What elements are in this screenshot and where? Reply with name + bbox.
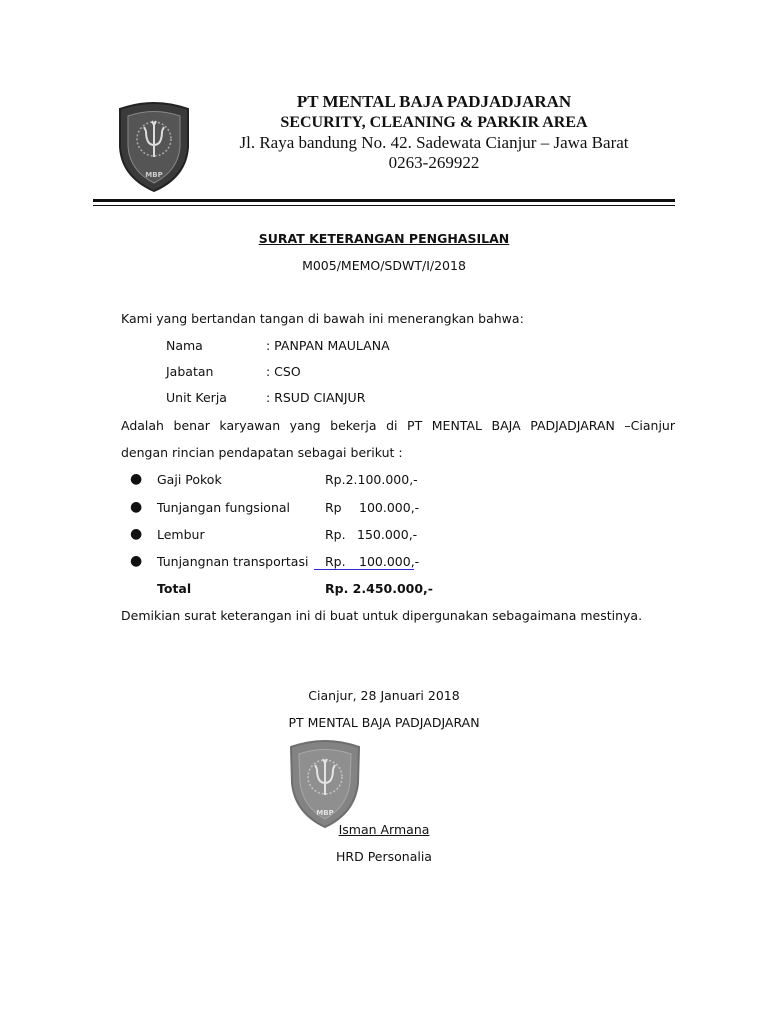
income-label-gaji-pokok: Gaji Pokok (157, 472, 222, 487)
company-phone: 0263-269922 (388, 153, 480, 172)
signature-place-date: Cianjur, 28 Januari 2018 (308, 688, 460, 703)
company-services: SECURITY, CLEANING & PARKIR AREA (280, 114, 588, 131)
income-currency-lembur: Rp. (325, 527, 346, 542)
field-label-nama: Nama (166, 338, 203, 353)
field-label-jabatan: Jabatan (166, 364, 214, 379)
income-label-tunjangan-fungsional: Tunjangan fungsional (157, 500, 290, 515)
bullet-icon: ● (130, 471, 143, 487)
bullet-icon: ● (130, 526, 143, 542)
total-amount: Rp. 2.450.000,- (325, 581, 433, 596)
field-label-unit-kerja: Unit Kerja (166, 390, 227, 405)
income-amount-tunjangan-fungsional: 100.000,- (359, 500, 420, 515)
signature-company: PT MENTAL BAJA PADJADJARAN (288, 715, 480, 730)
field-value-jabatan: : CSO (266, 364, 301, 379)
company-name: PT MENTAL BAJA PADJADJARAN (296, 92, 572, 111)
company-stamp (285, 737, 365, 829)
total-label: Total (157, 581, 192, 596)
signatory-name: Isman Armana (338, 822, 430, 837)
sum-underline (314, 569, 414, 570)
letter-title: SURAT KETERANGAN PENGHASILAN (258, 231, 510, 246)
company-address: Jl. Raya bandung No. 42. Sadewata Cianjur – Jawa Barat (239, 133, 629, 152)
letterhead-divider-thin (93, 205, 675, 206)
closing-text: Demikian surat keterangan ini di buat untuk dipergunakan sebagaimana mestinya. (121, 608, 643, 623)
income-currency-transportasi: Rp. (325, 554, 346, 569)
letter-number: M005/MEMO/SDWT/I/2018 (302, 258, 466, 273)
income-label-transportasi: Tunjangnan transportasi (157, 554, 309, 569)
income-amount-lembur: 150.000,- (357, 527, 418, 542)
signatory-position: HRD Personalia (336, 849, 432, 864)
svg-text:MBP: MBP (145, 171, 163, 179)
field-value-unit-kerja: : RSUD CIANJUR (266, 390, 366, 405)
income-label-lembur: Lembur (157, 527, 205, 542)
statement-line-1: Adalah benar karyawan yang bekerja di PT MENTAL BAJA PADJADJARAN –Cianjur (121, 418, 675, 433)
statement-line-2: dengan rincian pendapatan sebagai berikut : (121, 445, 403, 460)
letterhead-divider-thick (93, 199, 675, 202)
svg-text:MBP: MBP (316, 809, 334, 817)
intro-text: Kami yang bertandan tangan di bawah ini menerangkan bahwa: (121, 311, 524, 326)
field-value-nama: : PANPAN MAULANA (266, 338, 390, 353)
income-amount-transportasi: 100.000,- (359, 554, 420, 569)
bullet-icon: ● (130, 499, 143, 515)
bullet-icon: ● (130, 553, 143, 569)
income-currency-tunjangan-fungsional: Rp (325, 500, 342, 515)
income-amount-gaji-pokok: Rp.2.100.000,- (325, 472, 418, 487)
